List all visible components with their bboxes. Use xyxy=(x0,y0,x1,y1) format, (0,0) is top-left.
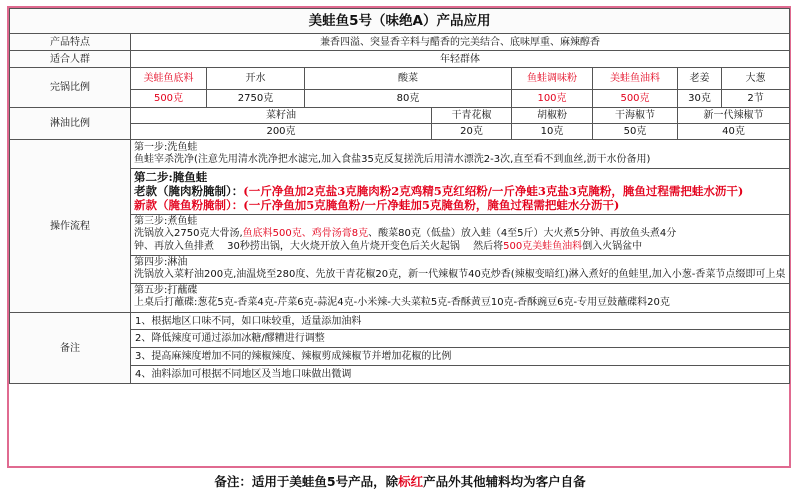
oil-ratio-label: 淋油比例 xyxy=(10,108,131,140)
step-text: 洗锅放入菜籽油200克,油温烧至280度、先放干青花椒20克，新一代辣椒节40克炒香(辣椒变暗红)淋入煮好的鱼蛙里,加入小葱-香菜节点缀即可上桌 xyxy=(134,269,786,280)
product-application-table xyxy=(9,8,790,384)
step-text-part: 倒入火锅盆中 xyxy=(582,241,643,252)
step-text: 鱼蛙宰杀洗净(注意先用清水洗净把水滤完,加入食盐35克反复搓洗后用清水漂洗2-3次,直至看不到血丝,沥干水份备用) xyxy=(134,154,651,165)
product-table-frame xyxy=(7,6,791,468)
pot-item-amount: 2节 xyxy=(722,90,790,108)
pot-item-amount: 80克 xyxy=(305,90,512,108)
oil-item-amount: 50克 xyxy=(593,124,678,140)
note-item: 1、根据地区口味不同，如口味较重，适量添加油料 xyxy=(131,313,790,330)
pot-item-name: 美蛙鱼底料 xyxy=(131,68,207,90)
audience-label: 适合人群 xyxy=(10,51,131,68)
oil-item-amount: 10克 xyxy=(512,124,593,140)
process-step-3 xyxy=(131,215,789,256)
old-method-label: 老款（腌肉粉腌制）： xyxy=(134,184,244,198)
oil-item-name: 菜籽油 xyxy=(131,108,432,124)
step-title: 第二步:腌鱼蛙 xyxy=(134,170,208,184)
process-label: 操作流程 xyxy=(10,140,131,313)
pot-item-name: 开水 xyxy=(207,68,305,90)
pot-item-amount: 2750克 xyxy=(207,90,305,108)
oil-item-name: 胡椒粉 xyxy=(512,108,593,124)
oil-item-name: 新一代辣椒节 xyxy=(678,108,790,124)
notes-label: 备注 xyxy=(10,313,131,384)
step-title: 第三步:煮鱼蛙 xyxy=(134,216,198,227)
pot-item-name: 老姜 xyxy=(678,68,722,90)
note-item: 3、提高麻辣度增加不同的辣椒辣度、辣椒剪成辣椒节并增加花椒的比例 xyxy=(131,348,790,366)
step-text-part: 钟、再放入鱼排煮 30秒捞出锅，大火烧开放入鱼片烧开变色后关火起锅 然后将 xyxy=(134,241,504,252)
step-title: 第五步:打蘸碟 xyxy=(134,285,198,296)
features-value: 兼香四溢、突显香辛料与醋香的完美结合、底味厚重、麻辣醇香 xyxy=(131,34,790,51)
oil-item-amount: 40克 xyxy=(678,124,790,140)
process-step-1 xyxy=(131,141,789,169)
step-text: 上桌后打蘸碟:葱花5克-香菜4克-芹菜6克-蒜泥4克-小米辣-大头菜粒5克-香酥黄豆10克-香酥豌豆6克-专用豆鼓蘸碟料20克 xyxy=(134,297,670,308)
page-title: 美蛙鱼5号（味绝A）产品应用 xyxy=(10,9,790,34)
note-item: 2、降低辣度可通过添加冰糖/醪糟进行调整 xyxy=(131,330,790,348)
audience-value: 年轻群体 xyxy=(131,51,790,68)
note-item: 4、油料添加可根据不同地区及当地口味做出微调 xyxy=(131,366,790,384)
oil-item-name: 干海椒节 xyxy=(593,108,678,124)
pot-item-name: 美蛙鱼油料 xyxy=(593,68,678,90)
new-method-text: (一斤净鱼加5克腌鱼粉/一斤净蛙加5克腌鱼粉，腌鱼过程需把蛙水分沥干) xyxy=(243,198,620,212)
old-method-text: (一斤净鱼加2克盐3克腌肉粉2克鸡精5克红绍粉/一斤净蛙3克盐3克腌粉，腌鱼过程需把蛙水沥干) xyxy=(243,184,744,198)
pot-item-name: 大葱 xyxy=(722,68,790,90)
process-steps xyxy=(131,140,790,313)
process-step-5 xyxy=(131,284,789,311)
pot-item-name: 酸菜 xyxy=(305,68,512,90)
pot-item-amount: 100克 xyxy=(512,90,593,108)
process-step-2 xyxy=(131,169,789,215)
step-text-part: 、酸菜80克（低盐）放入蛙（4至5斤）大火煮5分钟、再放鱼头煮4分 xyxy=(368,228,677,239)
footer-prefix: 备注：适用于美蛙鱼5号产品，除 xyxy=(214,474,399,489)
step-text-highlight: 鱼底料500克、鸡骨汤膏8克 xyxy=(242,228,369,239)
step-title: 第一步:洗鱼蛙 xyxy=(134,142,198,153)
new-method-label: 新款（腌鱼粉腌制）： xyxy=(134,198,244,212)
oil-item-name: 干青花椒 xyxy=(432,108,512,124)
step-text-highlight: 500克美蛙鱼油料 xyxy=(503,241,583,252)
pot-ratio-label: 完锅比例 xyxy=(10,68,131,108)
pot-item-amount: 500克 xyxy=(593,90,678,108)
pot-item-amount: 30克 xyxy=(678,90,722,108)
features-label: 产品特点 xyxy=(10,34,131,51)
footer-note xyxy=(0,472,800,492)
pot-item-amount: 500克 xyxy=(131,90,207,108)
oil-item-amount: 20克 xyxy=(432,124,512,140)
step-title: 第四步:淋油 xyxy=(134,257,188,268)
footer-suffix: 产品外其他辅料均为客户自备 xyxy=(423,474,586,489)
step-text-part: 洗锅放入2750克大骨汤, xyxy=(134,228,243,239)
process-step-4 xyxy=(131,256,789,284)
step-text xyxy=(134,227,786,253)
footer-highlight: 标红 xyxy=(398,474,424,489)
pot-item-name: 鱼蛙调味粉 xyxy=(512,68,593,90)
oil-item-amount: 200克 xyxy=(131,124,432,140)
